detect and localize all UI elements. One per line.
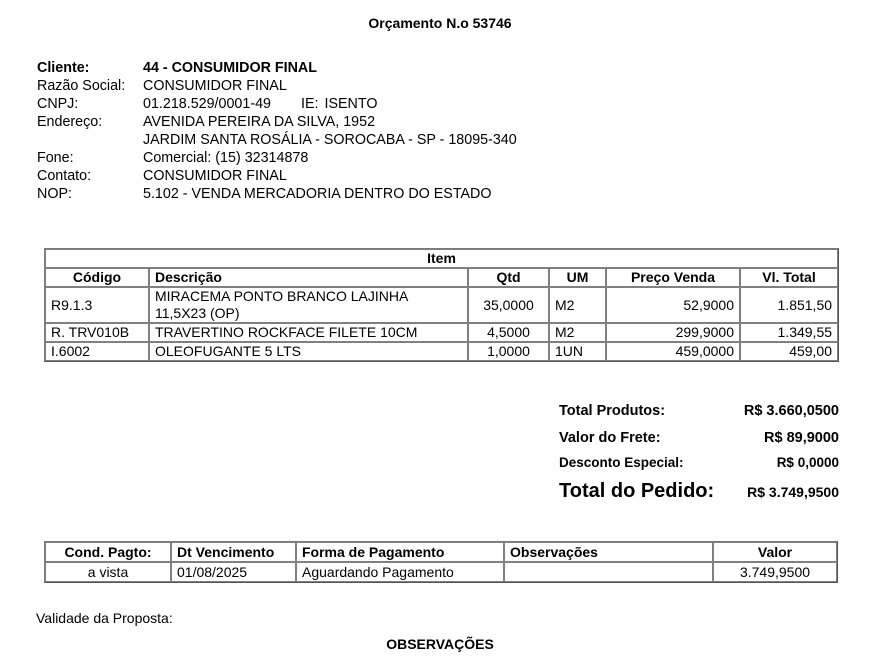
cell-preco: 52,9000: [606, 287, 740, 323]
items-table: [44, 248, 839, 362]
total-pedido-label: Total do Pedido:: [559, 480, 715, 502]
valor-frete-label: Valor do Frete:: [559, 430, 661, 446]
col-header-valor: Valor: [713, 542, 837, 562]
valor-frete-row: [559, 430, 839, 455]
cell-um: M2: [549, 323, 606, 342]
items-caption-row: [45, 249, 838, 268]
total-produtos-label: Total Produtos:: [559, 403, 666, 419]
total-produtos-value: R$ 3.660,0500: [743, 403, 839, 419]
ie-value: ISENTO: [324, 96, 378, 112]
cell-total: 1.349,55: [740, 323, 838, 342]
payment-table: [44, 541, 838, 583]
items-caption: Item: [45, 249, 838, 268]
col-header-observacoes: Observações: [504, 542, 713, 562]
endereco-row-2: [37, 131, 517, 149]
contato-row: [37, 167, 517, 185]
col-header-vencimento: Dt Vencimento: [171, 542, 296, 562]
totals-block: [559, 403, 839, 503]
cnpj-label: CNPJ:: [37, 96, 79, 112]
cell-observacoes: [504, 562, 713, 582]
cnpj-value: 01.218.529/0001-49: [143, 96, 271, 112]
table-row: [45, 287, 838, 323]
total-pedido-row: [559, 480, 839, 503]
col-header-preco: Preço Venda: [606, 268, 740, 287]
ie-label: IE:: [301, 96, 319, 112]
contato-value: CONSUMIDOR FINAL: [143, 168, 287, 184]
endereco-row: [37, 113, 517, 131]
cell-qtd: 35,0000: [468, 287, 549, 323]
nop-row: [37, 185, 517, 203]
nop-value: 5.102 - VENDA MERCADORIA DENTRO DO ESTADO: [143, 186, 492, 202]
razao-row: [37, 77, 517, 95]
desconto-label: Desconto Especial:: [559, 455, 684, 470]
cell-descricao: OLEOFUGANTE 5 LTS: [149, 342, 468, 361]
cell-cond-pagto: a vista: [45, 562, 171, 582]
document-title: Orçamento N.o 53746: [368, 15, 512, 31]
cliente-value: 44 - CONSUMIDOR FINAL: [143, 60, 317, 76]
cell-codigo: I.6002: [45, 342, 149, 361]
client-info: [37, 59, 517, 203]
cell-descricao: TRAVERTINO ROCKFACE FILETE 10CM: [149, 323, 468, 342]
razao-label: Razão Social:: [37, 78, 126, 94]
table-row: [45, 342, 838, 361]
cell-descricao: MIRACEMA PONTO BRANCO LAJINHA 11,5X23 (OP): [149, 287, 468, 323]
cliente-label: Cliente:: [37, 60, 90, 76]
cnpj-row: [37, 95, 517, 113]
cell-total: 459,00: [740, 342, 838, 361]
cell-qtd: 1,0000: [468, 342, 549, 361]
table-row: [45, 562, 837, 582]
payment-header-row: [45, 542, 837, 562]
fone-row: [37, 149, 517, 167]
fone-label: Fone:: [37, 150, 74, 166]
cell-codigo: R. TRV010B: [45, 323, 149, 342]
cell-valor: 3.749,9500: [713, 562, 837, 582]
endereco-line1: AVENIDA PEREIRA DA SILVA, 1952: [143, 114, 376, 130]
desconto-row: [559, 455, 839, 480]
cell-total: 1.851,50: [740, 287, 838, 323]
cell-um: 1UN: [549, 342, 606, 361]
nop-label: NOP:: [37, 186, 72, 202]
client-row: [37, 59, 517, 77]
col-header-um: UM: [549, 268, 606, 287]
col-header-descricao: Descrição: [149, 268, 468, 287]
cell-preco: 299,9000: [606, 323, 740, 342]
desconto-value: R$ 0,0000: [776, 455, 839, 470]
observacoes-title: OBSERVAÇÕES: [386, 636, 494, 652]
contato-label: Contato:: [37, 168, 92, 184]
total-pedido-value: R$ 3.749,9500: [747, 484, 839, 500]
endereco-line2: JARDIM SANTA ROSÁLIA - SOROCABA - SP - 18095-340: [143, 132, 517, 148]
valor-frete-value: R$ 89,9000: [764, 430, 839, 446]
total-produtos-row: [559, 403, 839, 430]
cell-codigo: R9.1.3: [45, 287, 149, 323]
table-row: [45, 323, 838, 342]
col-header-codigo: Código: [45, 268, 149, 287]
cell-um: M2: [549, 287, 606, 323]
items-header-row: [45, 268, 838, 287]
endereco-label: Endereço:: [37, 114, 103, 130]
razao-value: CONSUMIDOR FINAL: [143, 78, 287, 94]
validade-label: Validade da Proposta:: [36, 610, 173, 626]
col-header-qtd: Qtd: [468, 268, 549, 287]
col-header-cond-pagto: Cond. Pagto:: [45, 542, 171, 562]
fone-value: Comercial: (15) 32314878: [143, 150, 309, 166]
spacer: [37, 131, 143, 149]
cell-qtd: 4,5000: [468, 323, 549, 342]
ie-group: [301, 95, 377, 113]
cell-preco: 459,0000: [606, 342, 740, 361]
cell-vencimento: 01/08/2025: [171, 562, 296, 582]
col-header-total: Vl. Total: [740, 268, 838, 287]
cell-forma: Aguardando Pagamento: [296, 562, 504, 582]
col-header-forma: Forma de Pagamento: [296, 542, 504, 562]
